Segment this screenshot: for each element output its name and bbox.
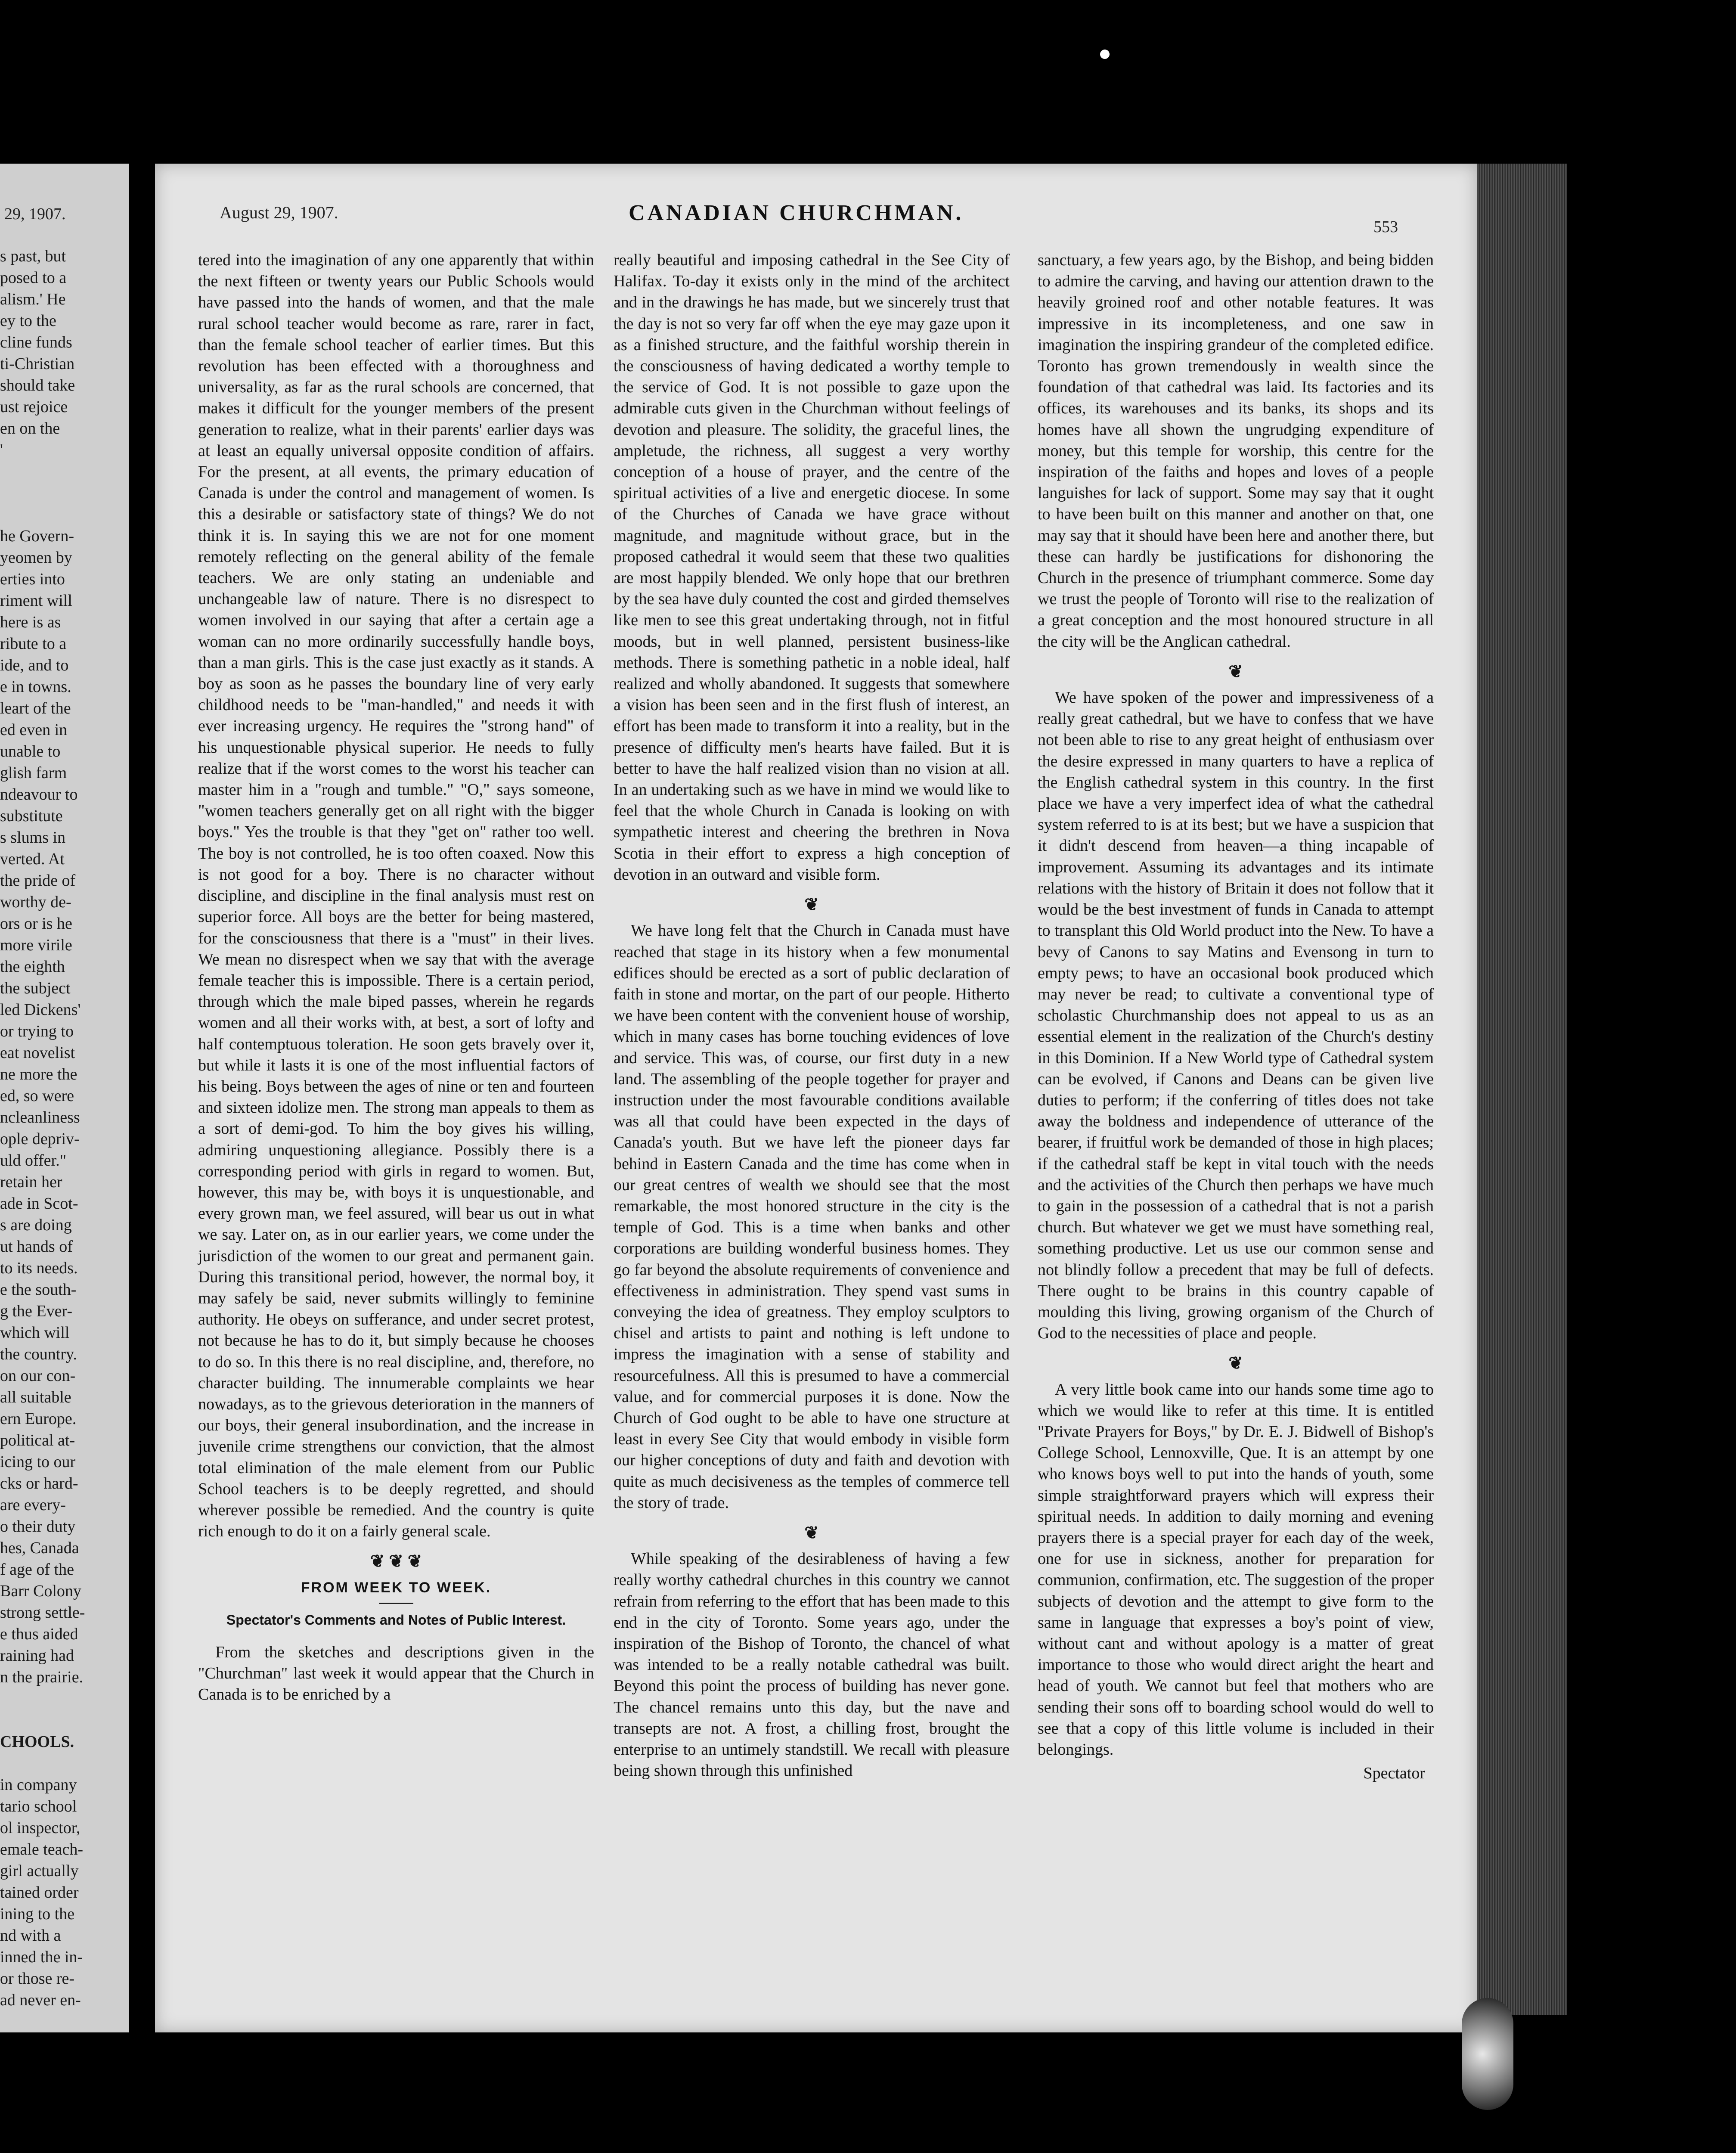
column-2-paragraph-2: We have long felt that the Church in Canada must have reached that stage in its history when a few monumental edifices should be erected as a sort of public declaration of faith in stone and mortar, on the part of our people. Hitherto we have been content with the convenient house of worship, which in many cases has borne touching evidences of love and service. This was, of course, our first duty in a new land. The assembling of the people together for prayer and instruction under the most favourable conditions available was all that could have been expected in the days of Canada's youth. But we have left the pioneer days far behind in Eastern Canada and the time has come when in our great centres of wealth we should see that the most remarkable, the most honored structure in the city is the temple of God. This is a time when banks and other corporations are building wonderful business homes. They go far beyond the absolute requirements of convenience and effectiveness in administration. They spend vast sums in conveying the idea of greatness. They employ sculptors to chisel and artists to paint and nothing is left undone to impress the imagination with a sense of stability and resourcefulness. All this is presumed to have a commercial value, and for commercial purposes it is done. Now the Church of God ought to be able to have one structure at least in every See City that would embody in visible form our higher conceptions of duty and faith and devotion with quite as much decisiveness as the temples of commerce tell the story of trade. xyxy=(614,921,1010,1512)
previous-page-line: leart of the xyxy=(0,699,71,717)
microfilm-roll xyxy=(1462,1998,1513,2110)
previous-page-line: he Govern- xyxy=(0,527,74,545)
previous-page-line xyxy=(0,1688,129,1709)
previous-page-line: icing to our xyxy=(0,1453,76,1471)
previous-page-line: hes, Canada xyxy=(0,1539,79,1557)
previous-page-line: ndeavour to xyxy=(0,785,78,803)
previous-page-line: retain her xyxy=(0,1173,62,1191)
previous-page-line: the country. xyxy=(0,1345,78,1363)
signature: Spectator xyxy=(1363,1764,1425,1783)
previous-page-line: verted. At xyxy=(0,850,65,868)
previous-page-header: 29, 1907. xyxy=(4,205,66,223)
previous-page-line: nd with a xyxy=(0,1927,61,1945)
previous-page-line: g the Ever- xyxy=(0,1302,73,1320)
previous-page-line: in company xyxy=(0,1776,77,1794)
column-1-paragraph-1: tered into the imagination of any one apparently that within the next fifteen or twenty years our Public Schools would have passed into the hands of women, and that the male rural school teacher would become as rare, rarer in fact, than the female school teacher of earlier times. But this revolution has been effected with a thoroughness and universality, as far as the rural schools are concerned, that makes it difficult for the younger members of the present generation to realize, what in their parents' earlier days was at least an equally universal opposite condition of affairs. For the present, at all events, the primary education of Canada is under the control and management of women. Is this a desirable or satisfactory state of things? We do not think it is. In saying this we are not for one moment remotely reflecting on the general ability of the female teachers. We are only stating an undeniable and unchangeable law of nature. There is no disrespect to women involved in our saying that after a certain age a woman can no more ordinarily successfully handle boys, than a man girls. This is the case just exactly as it stands. A boy as soon as he passes the boundary line of very early childhood needs to be "man-handled," and needs it with ever increasing urgency. He requires the "strong hand" of his unquestionable physical superior. He needs to fully realize that if the worst comes to the worst his teacher can master him in a "rough and tumble." "O," says someone, "women teachers generally get on all right with the bigger boys." Yes the trouble is that they "get on" rather too well. The boy is not controlled, he is too often coaxed. Now this is not good for a boy. There is no character without discipline, and discipline in the final analysis must rest on superior force. All boys are the better for being mastered, for the consciousness that there is a "must" in their lives. We mean no disrespect when we say that with the average female teacher this is impossible. There is a certain period, through which the male biped passes, wherein he regards women and all their works with, at best, a sort of lofty and half contemptuous toleration. He soon gets bravely over it, but while it lasts it is one of the most influential factors of his being. Boys between the ages of nine or ten and fourteen and sixteen idolize men. The strong man appeals to them as a sort of demi-god. To him the boy gives his willing, admiring unquestioning allegiance. Possibly there is a corresponding period with girls in regard to women. But, however, this may be, with boys it is unquestionable, and every grown man, we feel assured, will bear us out in what we say. Later on, as in our earlier years, we come under the jurisdiction of the women to our great and permanent gain. During this transitional period, however, the normal boy, it may safely be said, never submits willingly to feminine authority. He obeys on sufferance, and under secret protest, not because he has to do it, but simply because he chooses to do so. In this there is no real discipline, and, therefore, no character building. The innumerable complaints we hear nowadays, as to the grievous deterioration in the manners of our boys, their general insubordination, and the increase in juvenile crime strengthens our conviction, that the almost total elimination of the male element from our Public School teachers is to be deeply regretted, and should wherever possible be remedied. And the country is quite rich enough to do it on a fairly general scale. xyxy=(198,251,594,1541)
previous-page-line: cline funds xyxy=(0,333,72,351)
column-3-paragraph-1: sanctuary, a few years ago, by the Bishop, and being bidden to admire the carving, and having our attention drawn to the heavily groined roof and other notable features. It was impressive in its incompleteness, and one saw in imagination the inspiring grandeur of the completed edifice. Toronto has grown tremendously in wealth since the foundation of that cathedral was laid. Its factories and its offices, its warehouses and its banks, its shops and its homes have all shown the ungrudging expenditure of money, but this temple for worship, this centre for the inspiration of the faiths and hopes and loves of a people languishes for lack of support. Some may say that it ought to have been built on this manner and another on that, one may say that it should have been here and another there, but these can hardly be justifications for dishonoring the Church in the presence of triumphant commerce. Some day we trust the people of Toronto will rise to the realization of a great conception and the most honoured structure in all the city will be the Anglican cathedral. xyxy=(1038,251,1434,651)
previous-page-line: should take xyxy=(0,376,75,394)
column-2 xyxy=(614,250,1010,1781)
previous-page-line: ed, so were xyxy=(0,1087,74,1105)
previous-page-line: ed even in xyxy=(0,721,68,739)
film-speck xyxy=(1100,50,1110,59)
section-heading: FROM WEEK TO WEEK. xyxy=(301,1579,492,1596)
previous-page-line: unable to xyxy=(0,742,61,760)
previous-page-line: yeomen by xyxy=(0,549,72,567)
previous-page-line: ti-Christian xyxy=(0,355,75,373)
previous-page-line: ut hands of xyxy=(0,1238,73,1256)
previous-page-line: ol inspector, xyxy=(0,1819,81,1837)
previous-page-line xyxy=(0,1709,129,1731)
page-gutter xyxy=(129,0,155,2153)
previous-page-line: s slums in xyxy=(0,828,66,847)
previous-page-line: riment will xyxy=(0,592,72,610)
page-title: CANADIAN CHURCHMAN. xyxy=(629,201,964,225)
column-2-paragraph-3: While speaking of the desirableness of having a few really worthy cathedral churches in this country we cannot refrain from referring to the effort that has been made to this end in the city of Toronto. Some years ago, under the inspiration of the Bishop of Toronto, the chancel of what was intended to be a really notable cathedral was built. Beyond this point the process of building has never gone. The chancel remains unto this day, but the nave and transepts are not. A frost, a chilling frost, brought the enterprise to an untimely standstill. We recall with pleasure being shown through this unfinished xyxy=(614,1550,1010,1780)
previous-page-line: all suitable xyxy=(0,1388,71,1406)
page-number: 553 xyxy=(1373,218,1398,236)
previous-page-line: ad never en- xyxy=(0,1991,81,2009)
column-2-paragraph-1: really beautiful and imposing cathedral in the See City of Halifax. To-day it exists only in the mind of the architect and in the drawings he has made, but we sincerely trust that the day is not so very far off when the eye may gaze upon it as a finished structure, and the faithful worship therein in the consciousness of having dedicated a worthy temple to the service of God. It is not possible to gaze upon the admirable cuts given in the Churchman without feelings of devotion and pleasure. The solidity, the graceful lines, the ampletude, the richness, all suggest a very worthy conception of a house of prayer, and the centre of the spiritual activities of a live and energetic diocese. In some of the Churches of Canada we have grace without magnitude, and magnitude without grace, but in the proposed cathedral it would seem that these two qualities are most happily blended. We only hope that our brethren by the sea have duly counted the cost and girded themselves like men to see this great undertaking through, not in fitful moods, but in well planned, persistent business-like methods. There is something pathetic in a noble ideal, half realized and wholly abandoned. It suggests that somewhere a vision has been seen and in the first flush of interest, an effort has been made to transform it into a reality, but in the presence of difficulty men's hearts have failed. But it is better to have the half realized vision than no vision at all. In an undertaking such as we have in mind we would like to feel that the whole Church in Canada is looking on with sympathetic interest and cheering the brethren in Nova Scotia in their effort to express a high conception of devotion in an outward and visible form. xyxy=(614,251,1010,884)
heading-rule xyxy=(379,1603,413,1604)
previous-page-line: CHOOLS. xyxy=(0,1733,74,1751)
previous-page-line: or those re- xyxy=(0,1970,75,1988)
previous-page-line: here is as xyxy=(0,613,61,631)
previous-page-line: f age of the xyxy=(0,1560,74,1579)
previous-page-line xyxy=(0,461,129,482)
previous-page-line: en on the xyxy=(0,419,60,437)
previous-page-line: led Dickens' xyxy=(0,1001,81,1019)
previous-page-line: are every- xyxy=(0,1496,66,1514)
previous-page-line: e thus aided xyxy=(0,1625,78,1643)
column-3-paragraph-3: A very little book came into our hands some time ago to which we would like to refer at this time. It is entitled "Private Prayers for Boys," by Dr. E. J. Bidwell of Bishop's College School, Lennoxville, Que. It is an attempt by one who knows boys well to put into the hands of youth, some simple straightforward prayers which will express their spiritual needs. In addition to daily morning and evening prayers there is a special prayer for each day of the week, one for use in sickness, another for preparation for communion, confirmation, etc. The suggestion of the proper subjects of devotion and the attempt to give form to the same in language that expresses a boy's point of view, without cant and without apology is a matter of great importance to those who would direct aright the heart and head of youth. We cannot but feel that mothers who are sending their sons off to boarding school would do well to see that a copy of this little volume is included in their belongings. xyxy=(1038,1380,1434,1759)
previous-page-line: o their duty xyxy=(0,1517,76,1536)
previous-page-line: ide, and to xyxy=(0,656,69,674)
previous-page-line: ople depriv- xyxy=(0,1130,80,1148)
previous-page-line: e the south- xyxy=(0,1281,77,1299)
previous-page-line: ern Europe. xyxy=(0,1410,77,1428)
previous-page-line: which will xyxy=(0,1324,70,1342)
column-1-paragraph-2: From the sketches and descriptions given in the "Churchman" last week it would appear that the Church in Canada is to be enriched by a xyxy=(198,1643,594,1704)
previous-page-fragment xyxy=(0,164,129,2032)
previous-page-line: posed to a xyxy=(0,269,67,287)
previous-page-lines xyxy=(0,245,129,2011)
previous-page-line: ade in Scot- xyxy=(0,1194,78,1213)
previous-page-line: or trying to xyxy=(0,1022,74,1040)
previous-page-line: e in towns. xyxy=(0,678,71,696)
previous-page-line: ust rejoice xyxy=(0,398,68,416)
newspaper-page xyxy=(155,164,1477,2032)
previous-page-line: girl actually xyxy=(0,1862,79,1880)
separator-mark: ❦ xyxy=(1228,1353,1243,1373)
previous-page-line: n the prairie. xyxy=(0,1668,84,1686)
previous-page-line: ne more the xyxy=(0,1065,78,1083)
previous-page-line: the eighth xyxy=(0,958,65,976)
previous-page-line: uld offer." xyxy=(0,1151,67,1170)
previous-page-line: to its needs. xyxy=(0,1259,78,1277)
previous-page-line: the subject xyxy=(0,979,71,997)
previous-page-line: glish farm xyxy=(0,764,67,782)
previous-page-line: erties into xyxy=(0,570,65,588)
book-page-edges xyxy=(1477,164,1567,2015)
column-3 xyxy=(1038,250,1434,1784)
previous-page-line: ors or is he xyxy=(0,915,72,933)
section-separator: ❦ ❦ ❦ xyxy=(370,1551,422,1571)
previous-page-line: s are doing xyxy=(0,1216,72,1234)
separator-mark: ❦ xyxy=(804,1523,819,1542)
previous-page-line: raining had xyxy=(0,1647,74,1665)
previous-page-line: ey to the xyxy=(0,312,56,330)
previous-page-line: ncleanliness xyxy=(0,1108,80,1126)
page-date: August 29, 1907. xyxy=(220,203,338,222)
previous-page-line: tario school xyxy=(0,1797,77,1815)
previous-page-line: emale teach- xyxy=(0,1840,84,1858)
previous-page-line: political at- xyxy=(0,1431,75,1449)
previous-page-line: cks or hard- xyxy=(0,1474,78,1492)
separator-mark: ❦ xyxy=(804,895,819,915)
previous-page-line: the pride of xyxy=(0,872,76,890)
previous-page-line: substitute xyxy=(0,807,63,825)
column-3-paragraph-2: We have spoken of the power and impressiveness of a really great cathedral, but we have to confess that we have not been able to rise to any great height of enthusiasm over the desire expressed in many quarters to have a replica of the English cathedral system in this country. In the first place we have a very imperfect idea of what the cathedral system referred to is at its best; but we have a suspicion that it didn't descend from heaven—a thing incapable of improvement. Assuming its advantages and its intimate relations with the history of Britain it does not follow that it would be the best investment of funds in Canada to attempt to transplant this Old World product into the New. To have a bevy of Canons to say Matins and Evensong in turn to empty pews; to have an occasional book produced which may never be read; to cultivate a conventional type of scholastic Churchmanship does not appeal to us as an essential element in the realization of the Church's destiny in this Dominion. If a New World type of Cathedral system can be evolved, if Canons and Deans can be given live duties to perform; if the conferring of titles does not take away the boldness and independence of utterance of the bearer, if fruitful work be demanded of those in high places; if the cathedral staff be kept in vital touch with the needs and the activities of the Church then perhaps we have much to gain in the possession of a cathedral that is not a parish church. But whatever we get we must have something real, something productive. Let us use our common sense and not blindly follow a precedent that may be full of defects. There ought to be brains in this country capable of moulding this living, growing organism of the Church of God to the necessities of place and people. xyxy=(1038,689,1434,1343)
previous-page-line: ining to the xyxy=(0,1905,75,1923)
previous-page-line xyxy=(0,482,129,504)
previous-page-line: on our con- xyxy=(0,1367,76,1385)
previous-page-line: inned the in- xyxy=(0,1948,83,1966)
previous-page-line: worthy de- xyxy=(0,893,71,911)
previous-page-line: ' xyxy=(0,441,3,459)
previous-page-line: Barr Colony xyxy=(0,1582,81,1600)
previous-page-line: ribute to a xyxy=(0,635,67,653)
previous-page-line xyxy=(0,1753,129,1774)
previous-page-line: tained order xyxy=(0,1883,79,1902)
column-1 xyxy=(198,250,594,1705)
previous-page-line: strong settle- xyxy=(0,1604,85,1622)
separator-mark: ❦ xyxy=(1228,661,1243,681)
previous-page-line: eat novelist xyxy=(0,1044,75,1062)
section-subheading: Spectator's Comments and Notes of Public Interest. xyxy=(226,1612,566,1628)
previous-page-line: alism.' He xyxy=(0,290,66,308)
previous-page-line: more virile xyxy=(0,936,72,954)
previous-page-line: s past, but xyxy=(0,247,66,265)
previous-page-line xyxy=(0,504,129,525)
